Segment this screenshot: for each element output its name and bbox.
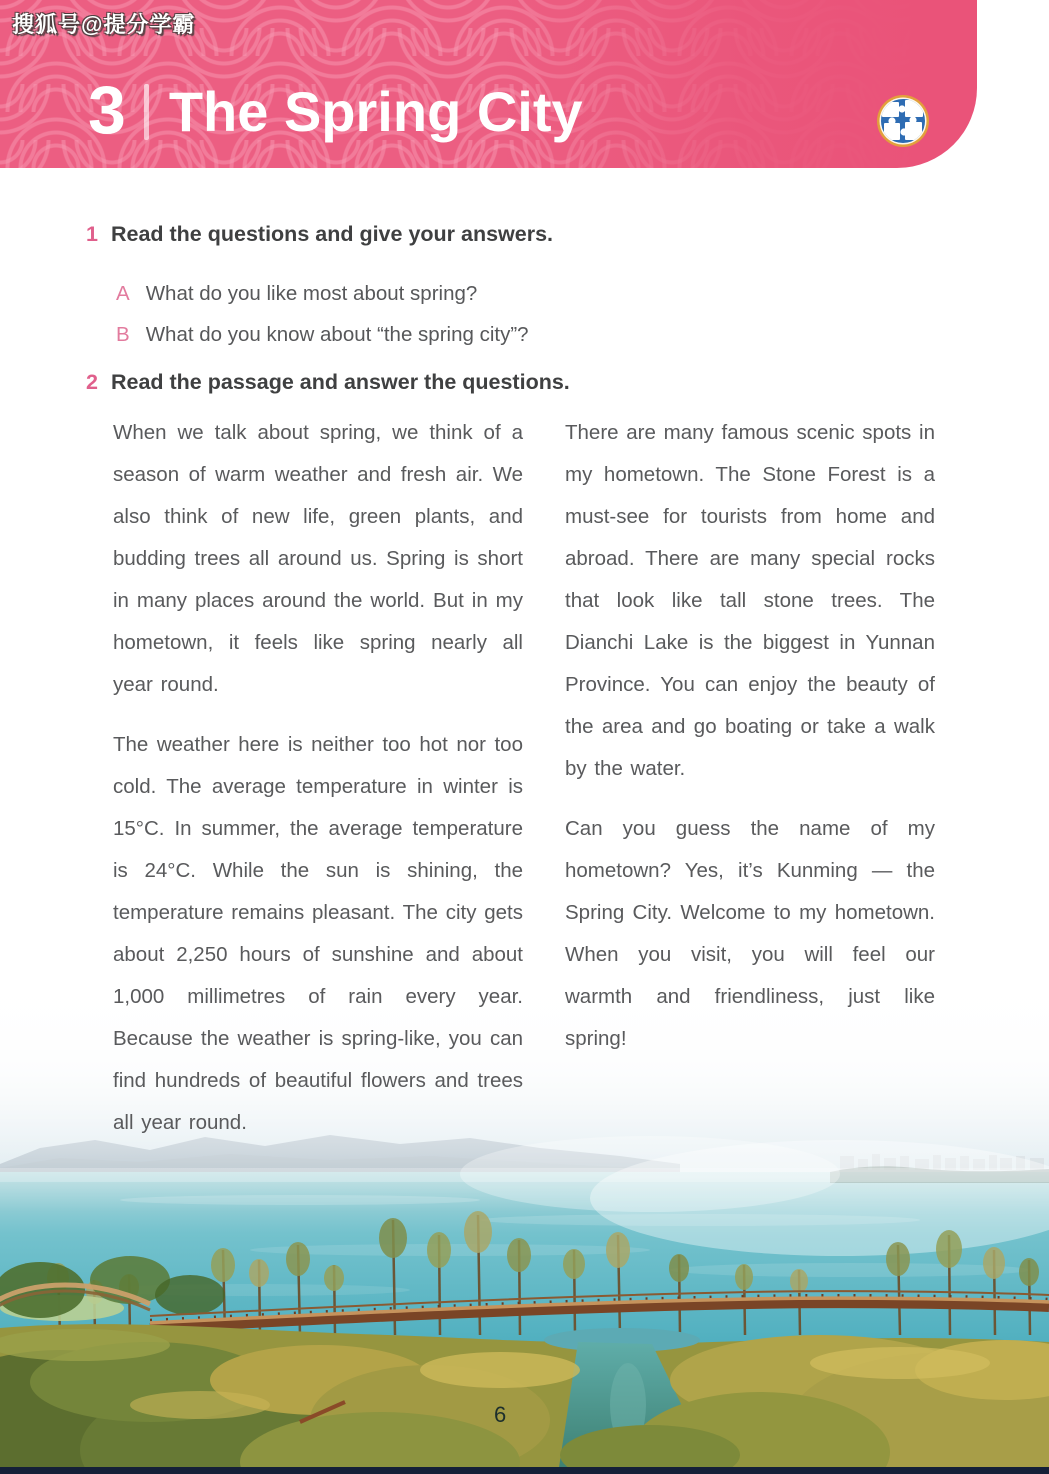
exercise-2-heading — [86, 370, 570, 395]
unit-title-row — [88, 72, 583, 148]
question-row-a — [116, 282, 477, 306]
question-row-b — [116, 323, 529, 347]
exercise-1-number: 1 — [86, 222, 98, 246]
passage-paragraph: There are many famous scenic spots in my hometown. The Stone Forest is a must-see for tourists from home and abroad. There are many special rocks that look like tall stone trees. The Dianchi Lake is the biggest in Yunnan Province. You can enjoy the beauty of the area and go boating or take a walk by the water. — [565, 421, 935, 780]
passage-column-right — [565, 412, 935, 1144]
question-a-text: What do you like most about spring? — [145, 282, 478, 305]
question-a-label: A — [116, 282, 130, 305]
page-number: 6 — [494, 1402, 507, 1427]
unit-title: The Spring City — [168, 80, 583, 143]
exercise-1-instruction: Read the questions and give your answers. — [110, 222, 554, 246]
exercise-1-heading — [86, 222, 553, 247]
passage-paragraph: The weather here is neither too hot nor too cold. The average temperature in winter is 15°C. In summer, the average temperature is 24°C. While the sun is shining, the temperature remains pleasant. The city gets about 2,250 hours of sunshine and about 1,000 millimetres of rain every year. Because the weather is spring-like, you can find hundreds of beautiful flowers and trees all year round. — [113, 733, 523, 1134]
watermark: 搜狐号@提分学霸 — [12, 12, 196, 37]
unit-number: 3 — [88, 72, 126, 148]
title-divider — [144, 84, 149, 140]
passage-paragraph: Can you guess the name of my hometown? Yes, it’s Kunming — the Spring City. Welcome to my hometown. When you visit, you will feel our warmth and friendliness, just like spring! — [565, 817, 935, 1050]
question-b-label: B — [116, 323, 130, 346]
passage — [113, 412, 935, 1144]
unit-header — [0, 0, 977, 168]
passage-column-left — [113, 412, 523, 1144]
exercise-2-instruction: Read the passage and answer the questions. — [110, 370, 570, 394]
passage-paragraph: When we talk about spring, we think of a season of warm weather and fresh air. We also think of new life, green plants, and budding trees all around us. Spring is short in many places around the world. But in my hometown, it feels like spring nearly all year round. — [113, 421, 523, 696]
exercise-2-number: 2 — [86, 370, 98, 394]
puzzle-globe-icon — [876, 94, 930, 148]
question-b-text: What do you know about “the spring city”? — [145, 323, 529, 346]
